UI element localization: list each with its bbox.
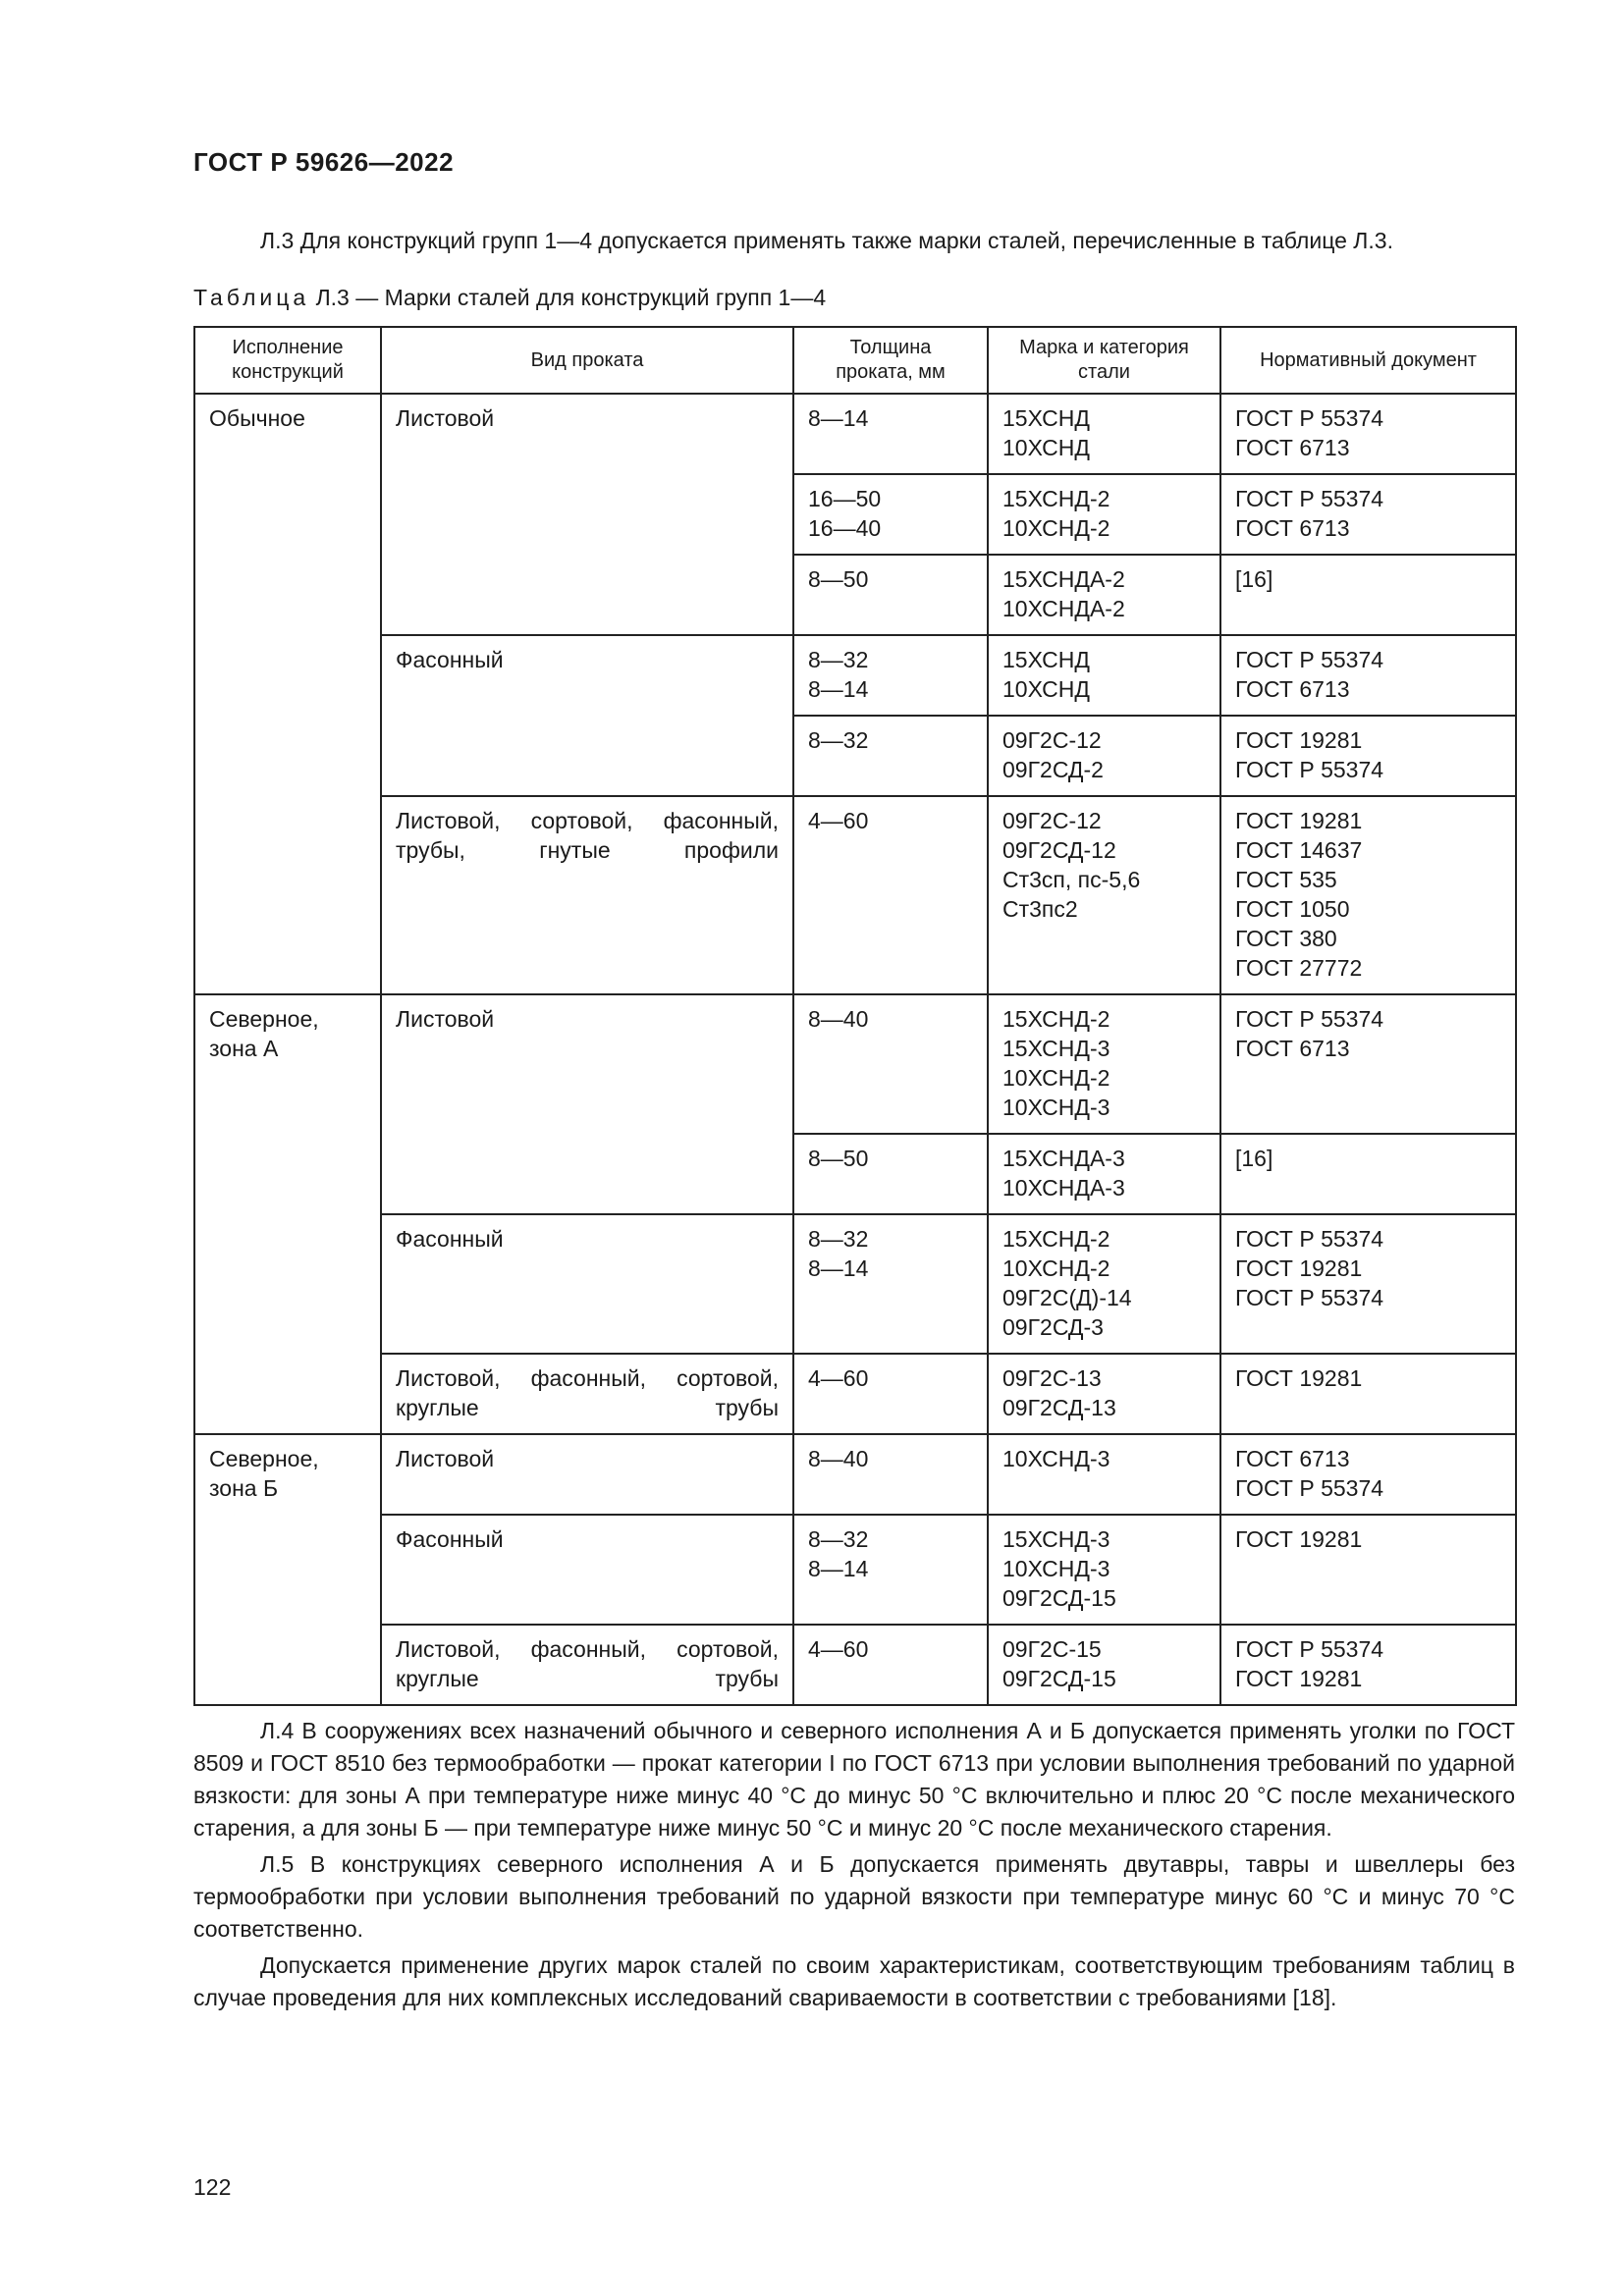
cell-grade: 09Г2С-12 09Г2СД-2 (988, 716, 1220, 796)
cell-normative: ГОСТ 19281 ГОСТ Р 55374 (1220, 716, 1516, 796)
cell-rolled-type: Листовой (381, 394, 793, 635)
table-row (194, 994, 1516, 1134)
cell-grade: 15ХСНД-2 15ХСНД-3 10ХСНД-2 10ХСНД-3 (988, 994, 1220, 1134)
intro-paragraph: Л.3 Для конструкций групп 1—4 допускается применять также марки сталей, перечисленные в таблице Л.3. (260, 228, 1393, 253)
table-row (194, 1515, 1516, 1625)
cell-normative: ГОСТ Р 55374 ГОСТ 6713 (1220, 635, 1516, 716)
cell-thickness: 4—60 (793, 1625, 988, 1705)
header-execution: Исполнение конструкций (194, 327, 381, 394)
cell-grade: 15ХСНДА-3 10ХСНДА-3 (988, 1134, 1220, 1214)
cell-normative: ГОСТ Р 55374 ГОСТ 6713 (1220, 394, 1516, 474)
cell-normative: [16] (1220, 1134, 1516, 1214)
table-caption (193, 285, 826, 311)
cell-thickness: 16—50 16—40 (793, 474, 988, 555)
cell-grade: 15ХСНД 10ХСНД (988, 635, 1220, 716)
cell-rolled-type: Листовой (381, 1434, 793, 1515)
cell-thickness: 8—40 (793, 1434, 988, 1515)
cell-grade: 10ХСНД-3 (988, 1434, 1220, 1515)
cell-normative: ГОСТ Р 55374 ГОСТ 19281 (1220, 1625, 1516, 1705)
cell-normative: [16] (1220, 555, 1516, 635)
table-row (194, 1354, 1516, 1434)
table-row (194, 394, 1516, 474)
cell-normative: ГОСТ 19281 (1220, 1515, 1516, 1625)
paragraph-other-grades: Допускается применение других марок сталей по своим характеристикам, соответствующим требованиям таблиц в случае проведения для них комплексных исследований свариваемости в соответствии с требованиями [18]. (193, 1952, 1515, 2010)
cell-thickness: 8—50 (793, 555, 988, 635)
cell-normative: ГОСТ 19281 ГОСТ 14637 ГОСТ 535 ГОСТ 1050 ГОСТ 380 ГОСТ 27772 (1220, 796, 1516, 994)
table-row (194, 796, 1516, 994)
paragraph-l5: Л.5 В конструкциях северного исполнения А и Б допускается применять двутавры, тавры и швеллеры без термообработки при условии выполнения требований по ударной вязкости при температуре минус 60 °С и минус 70 °С соответственно. (193, 1851, 1515, 1942)
cell-grade: 09Г2С-12 09Г2СД-12 Ст3сп, пс-5,6 Ст3пс2 (988, 796, 1220, 994)
table-row (194, 1625, 1516, 1705)
table-caption-text: Л.3 — Марки сталей для конструкций групп 1—4 (309, 285, 827, 310)
cell-rolled-type: Листовой, фасонный, сортовой, круглые трубы (381, 1625, 793, 1705)
cell-grade: 15ХСНДА-2 10ХСНДА-2 (988, 555, 1220, 635)
cell-rolled-type: Листовой (381, 994, 793, 1214)
cell-normative: ГОСТ 19281 (1220, 1354, 1516, 1434)
cell-thickness: 4—60 (793, 1354, 988, 1434)
cell-rolled-type: Фасонный (381, 635, 793, 796)
table-row (194, 635, 1516, 716)
cell-thickness: 8—32 8—14 (793, 1214, 988, 1354)
cell-thickness: 8—32 8—14 (793, 1515, 988, 1625)
table-header-row (194, 327, 1516, 394)
cell-execution: Обычное (194, 394, 381, 994)
header-thickness: Толщина проката, мм (793, 327, 988, 394)
paragraph-l4: Л.4 В сооружениях всех назначений обычного и северного исполнения А и Б допускается применять уголки по ГОСТ 8509 и ГОСТ 8510 без термообработки — прокат категории I по ГОСТ 6713 при условии выполнения требований по ударной вязкости: для зоны А при температуре ниже минус 40 °С до минус 50 °С включительно и плюс 20 °С после механического старения, а для зоны Б — при температуре ниже минус 50 °С и минус 20 °С после механического старения. (193, 1718, 1515, 1841)
cell-thickness: 4—60 (793, 796, 988, 994)
document-header: ГОСТ Р 59626—2022 (193, 147, 455, 177)
cell-grade: 15ХСНД-2 10ХСНД-2 (988, 474, 1220, 555)
cell-thickness: 8—14 (793, 394, 988, 474)
cell-grade: 15ХСНД-3 10ХСНД-3 09Г2СД-15 (988, 1515, 1220, 1625)
header-normative: Нормативный документ (1220, 327, 1516, 394)
header-rolled-type: Вид проката (381, 327, 793, 394)
cell-rolled-type: Листовой, сортовой, фасонный, трубы, гнутые профили (381, 796, 793, 994)
table-caption-prefix: Таблица (193, 285, 310, 310)
table-row (194, 1434, 1516, 1515)
cell-grade: 15ХСНД 10ХСНД (988, 394, 1220, 474)
cell-rolled-type: Фасонный (381, 1515, 793, 1625)
cell-thickness: 8—32 (793, 716, 988, 796)
cell-normative: ГОСТ Р 55374 ГОСТ 19281 ГОСТ Р 55374 (1220, 1214, 1516, 1354)
body-text (193, 1715, 1515, 2018)
cell-grade: 09Г2С-13 09Г2СД-13 (988, 1354, 1220, 1434)
cell-rolled-type: Фасонный (381, 1214, 793, 1354)
cell-execution: Северное, зона Б (194, 1434, 381, 1705)
steel-grades-table (193, 326, 1517, 1706)
cell-normative: ГОСТ 6713 ГОСТ Р 55374 (1220, 1434, 1516, 1515)
cell-thickness: 8—40 (793, 994, 988, 1134)
cell-normative: ГОСТ Р 55374 ГОСТ 6713 (1220, 474, 1516, 555)
cell-grade: 09Г2С-15 09Г2СД-15 (988, 1625, 1220, 1705)
cell-rolled-type: Листовой, фасонный, сортовой, круглые трубы (381, 1354, 793, 1434)
cell-thickness: 8—32 8—14 (793, 635, 988, 716)
cell-grade: 15ХСНД-2 10ХСНД-2 09Г2С(Д)-14 09Г2СД-3 (988, 1214, 1220, 1354)
table-row (194, 1214, 1516, 1354)
page-number: 122 (193, 2174, 232, 2200)
cell-normative: ГОСТ Р 55374 ГОСТ 6713 (1220, 994, 1516, 1134)
cell-thickness: 8—50 (793, 1134, 988, 1214)
header-grade: Марка и категория стали (988, 327, 1220, 394)
cell-execution: Северное, зона А (194, 994, 381, 1434)
